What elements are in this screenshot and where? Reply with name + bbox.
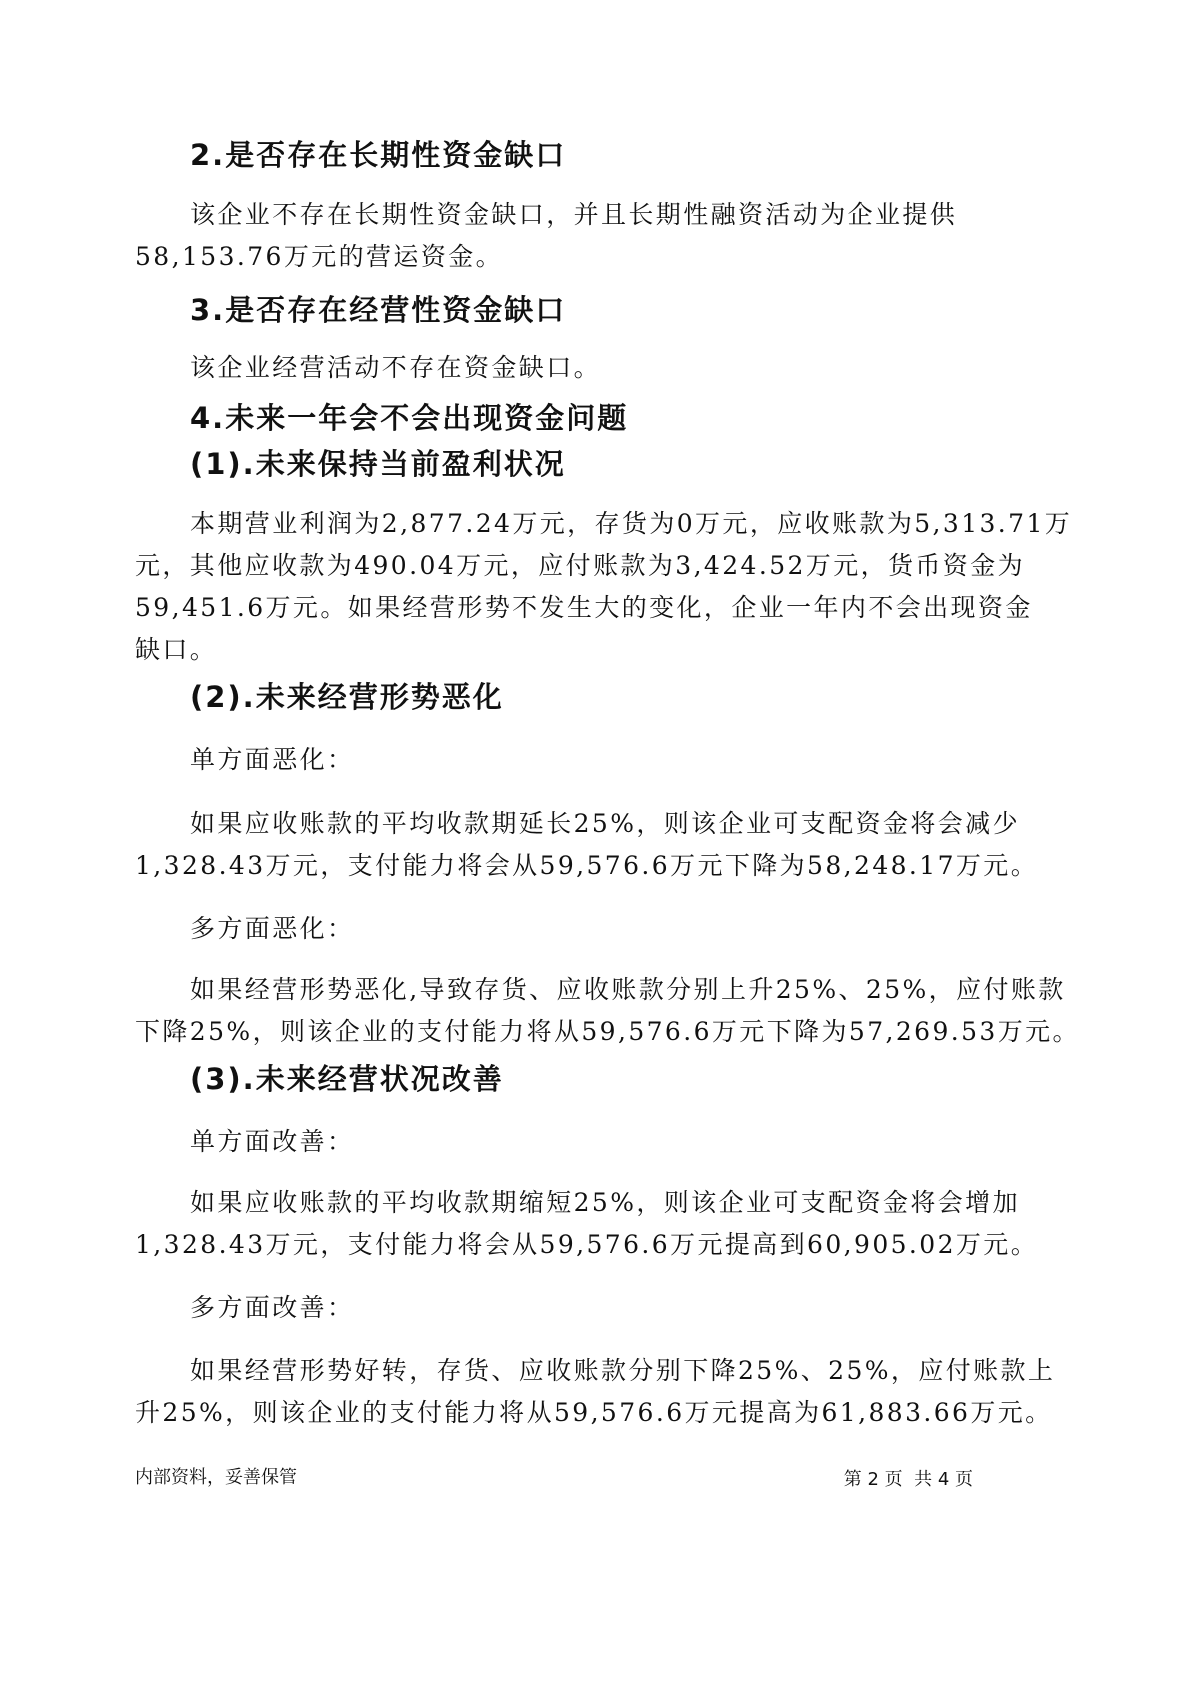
subsection-1-line-3: 59,451.6万元。如果经营形势不发生大的变化，企业一年内不会出现资金: [135, 593, 1033, 622]
subsection-1-line-2: 元，其他应收款为490.04万元，应付账款为3,424.52万元，货币资金为: [135, 551, 1026, 580]
subsection-1-heading: (1).未来保持当前盈利状况: [190, 447, 566, 481]
subsection-2-single-line-2: 1,328.43万元，支付能力将会从59,576.6万元下降为58,248.17万元。: [135, 851, 1039, 880]
subsection-2-heading: (2).未来经营形势恶化: [190, 680, 504, 714]
page-number: 第 2 页 共 4 页: [843, 1469, 973, 1490]
subsection-2-multi-line-2: 下降25%，则该企业的支付能力将从59,576.6万元下降为57,269.53万元。: [135, 1017, 1080, 1046]
section-3-line-1: 该企业经营活动不存在资金缺口。: [190, 353, 602, 382]
footer-confidential-note: 内部资料，妥善保管: [135, 1467, 297, 1488]
subsection-3-heading: (3).未来经营状况改善: [190, 1062, 504, 1096]
subsection-2-single-label: 单方面恶化：: [190, 745, 355, 774]
subsection-1-line-4: 缺口。: [135, 635, 218, 664]
subsection-2-multi-label: 多方面恶化：: [190, 914, 355, 943]
subsection-3-single-line-2: 1,328.43万元，支付能力将会从59,576.6万元提高到60,905.02万元。: [135, 1230, 1039, 1259]
section-2-line-1: 该企业不存在长期性资金缺口，并且长期性融资活动为企业提供: [190, 200, 958, 229]
section-2-line-2: 58,153.76万元的营运资金。: [135, 242, 504, 271]
section-2-heading: 2.是否存在长期性资金缺口: [190, 138, 567, 172]
subsection-1-line-1: 本期营业利润为2,877.24万元，存货为0万元，应收账款为5,313.71万: [190, 509, 1073, 538]
subsection-2-multi-line-1: 如果经营形势恶化,导致存货、应收账款分别上升25%、25%，应付账款: [190, 975, 1066, 1004]
section-3-heading: 3.是否存在经营性资金缺口: [190, 293, 567, 327]
subsection-3-multi-label: 多方面改善：: [190, 1293, 355, 1322]
subsection-3-multi-line-1: 如果经营形势好转，存货、应收账款分别下降25%、25%，应付账款上: [190, 1356, 1056, 1385]
subsection-3-single-label: 单方面改善：: [190, 1127, 355, 1156]
subsection-2-single-line-1: 如果应收账款的平均收款期延长25%，则该企业可支配资金将会减少: [190, 809, 1020, 838]
section-4-heading: 4.未来一年会不会出现资金问题: [190, 401, 629, 435]
subsection-3-multi-line-2: 升25%，则该企业的支付能力将从59,576.6万元提高为61,883.66万元。: [135, 1398, 1053, 1427]
subsection-3-single-line-1: 如果应收账款的平均收款期缩短25%，则该企业可支配资金将会增加: [190, 1188, 1020, 1217]
